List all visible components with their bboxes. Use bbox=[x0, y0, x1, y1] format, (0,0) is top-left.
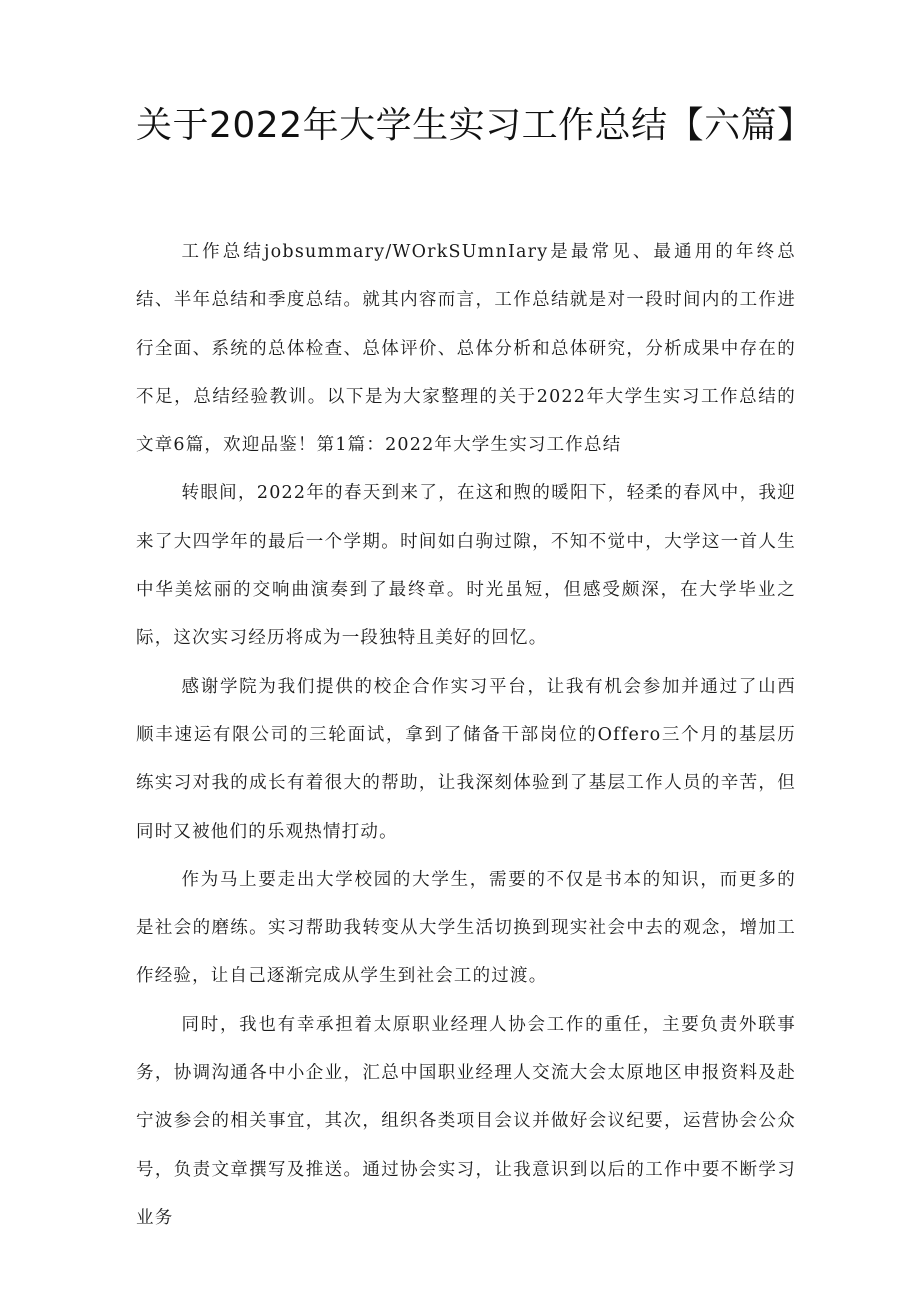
paragraph-spring-semester: 转眼间，2022年的春天到来了，在这和煦的暖阳下，轻柔的春风中，我迎来了大四学年的最后一个学期。时间如白驹过隙，不知不觉中，大学这一首人生中华美炫丽的交响曲演奏到了最终章。时光虽短，但感受颇深，在大学毕业之际，这次实习经历将成为一段独特且美好的回忆。 bbox=[136, 483, 796, 649]
paragraph-social-training: 作为马上要走出大学校园的大学生，需要的不仅是书本的知识，而更多的是社会的磨练。实习帮助我转变从大学生活切换到现实社会中去的观念，增加工作经验，让自己逐渐完成从学生到社会工的过渡。 bbox=[136, 869, 796, 987]
paragraph-intro: 工作总结jobsummary/WOrkSUmnIary是最常见、最通用的年终总结、半年总结和季度总结。就其内容而言，工作总结就是对一段时间内的工作进行全面、系统的总体检查、总体评价、总体分析和总体研究，分析成果中存在的不足，总结经验教训。以下是为大家整理的关于2022年大学生实习工作总结的文章6篇，欢迎品鉴！第1篇：2022年大学生实习工作总结 bbox=[136, 242, 796, 456]
document-body bbox=[136, 228, 796, 1242]
paragraph-association-work: 同时，我也有幸承担着太原职业经理人协会工作的重任，主要负责外联事务，协调沟通各中小企业，汇总中国职业经理人交流大会太原地区申报资料及赴宁波参会的相关事宜，其次，组织各类项目会议并做好会议纪要，运营协会公众号，负责文章撰写及推送。通过协会实习，让我意识到以后的工作中要不断学习业务 bbox=[136, 1014, 796, 1228]
document-title: 关于2022年大学生实习工作总结【六篇】 bbox=[136, 105, 814, 146]
paragraph-internship-platform: 感谢学院为我们提供的校企合作实习平台，让我有机会参加并通过了山西顺丰速运有限公司的三轮面试，拿到了储备干部岗位的Offero三个月的基层历练实习对我的成长有着很大的帮助，让我深刻体验到了基层工作人员的辛苦，但同时又被他们的乐观热情打动。 bbox=[136, 676, 796, 842]
